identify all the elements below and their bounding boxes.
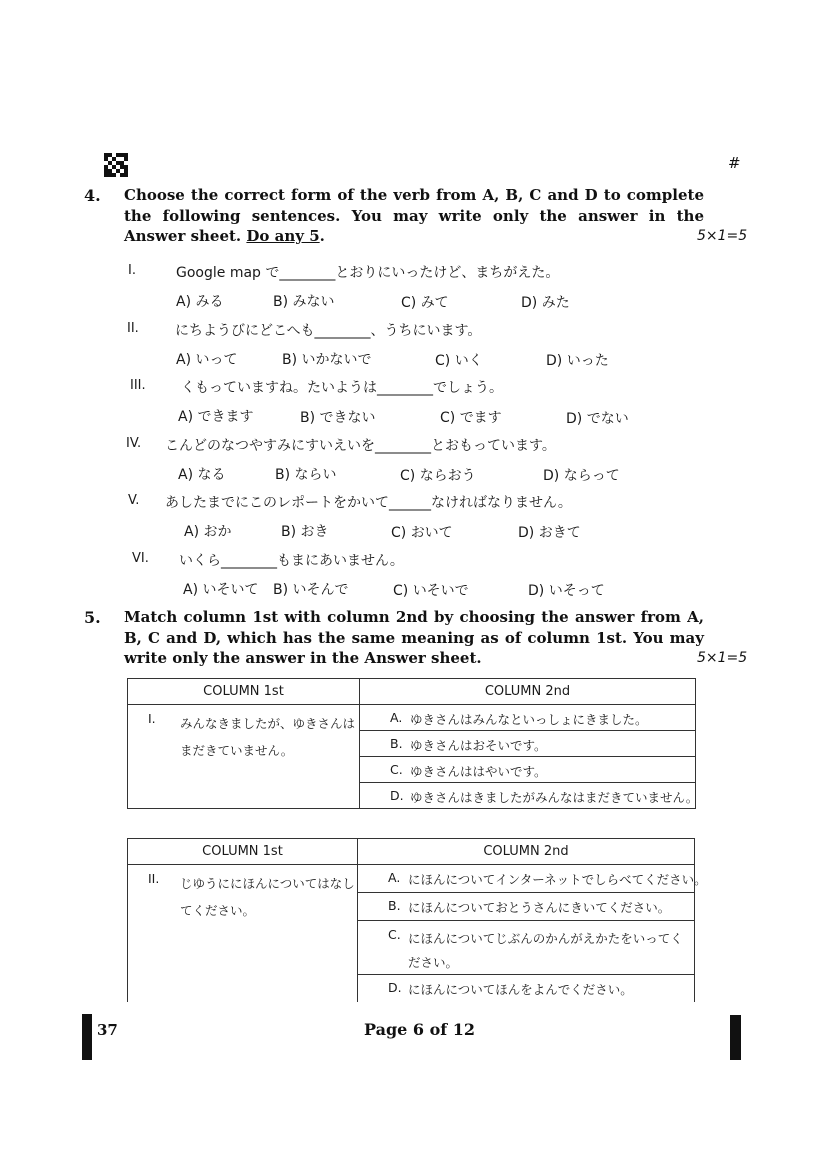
item-1-sentence: Google map で________とおりにいったけど、まちがえた。 bbox=[176, 265, 560, 281]
item-6-option-a: A) いそいて bbox=[183, 582, 259, 598]
item-6-option-c: C) いそいで bbox=[393, 583, 469, 599]
item-6-roman: VI. bbox=[132, 551, 149, 566]
item-2-option-a: A) いって bbox=[176, 352, 238, 368]
item-1-option-a: A) みる bbox=[176, 294, 224, 310]
right-margin-bar bbox=[730, 1015, 741, 1060]
item-4-sentence: こんどのなつやすみにすいえいを________とおもっています。 bbox=[165, 438, 556, 454]
item-3-roman: III. bbox=[130, 378, 146, 393]
item-4-option-a: A) なる bbox=[178, 467, 226, 483]
item-3-option-a: A) できます bbox=[178, 409, 254, 425]
option-text: にほんについてじぶんのかんがえかたをいってください。 bbox=[408, 930, 683, 970]
item-3-option-c: C) でます bbox=[440, 410, 502, 426]
column-1-header: COLUMN 1st bbox=[128, 839, 358, 865]
question-4-text: Choose the correct form of the verb from A, B, C and D to complete the following sentences. You may write only the answer in the Answer sheet. Do any 5. bbox=[124, 186, 704, 245]
option-text: ゆきさんはきましたがみんなはまだきていません。 bbox=[410, 790, 699, 805]
option-d-cell bbox=[358, 975, 695, 1002]
item-3-option-d: D) でない bbox=[566, 411, 629, 427]
item-5-sentence: あしたまでにこのレポートをかいて______なければなりません。 bbox=[165, 495, 572, 511]
item-3-option-b: B) できない bbox=[300, 410, 376, 426]
option-text: ゆきさんはみんなといっしょにきました。 bbox=[410, 712, 648, 727]
question-5-number: 5. bbox=[84, 608, 101, 627]
item-6-sentence: いくら________もまにあいません。 bbox=[179, 553, 404, 569]
item-5-option-b: B) おき bbox=[281, 524, 329, 540]
item-2-option-c: C) いく bbox=[435, 353, 483, 369]
prompt-roman: I. bbox=[148, 711, 156, 726]
item-5-option-d: D) おきて bbox=[518, 525, 581, 541]
match-table-2 bbox=[127, 838, 707, 1002]
column-1-cell bbox=[128, 865, 358, 1003]
option-a-cell bbox=[360, 705, 696, 731]
option-letter: B. bbox=[390, 736, 403, 751]
item-5-roman: V. bbox=[128, 493, 140, 508]
column-2-header: COLUMN 2nd bbox=[360, 679, 696, 705]
option-letter: D. bbox=[390, 788, 404, 803]
prompt-text: じゆうににほんについてはなしてください。 bbox=[180, 876, 355, 918]
option-b-cell bbox=[358, 892, 695, 920]
option-d-cell bbox=[360, 783, 699, 809]
item-2-option-d: D) いった bbox=[546, 353, 609, 369]
option-text: にほんについてほんをよんでください。 bbox=[408, 982, 633, 998]
option-letter: C. bbox=[390, 762, 403, 777]
column-1-header: COLUMN 1st bbox=[128, 679, 360, 705]
item-4-option-c: C) ならおう bbox=[400, 468, 476, 484]
column-2-header: COLUMN 2nd bbox=[358, 839, 695, 865]
item-1-option-b: B) みない bbox=[273, 294, 335, 310]
option-a-cell bbox=[358, 865, 707, 893]
item-6-option-b: B) いそんで bbox=[273, 582, 349, 598]
option-text: にほんについておとうさんにきいてください。 bbox=[408, 899, 671, 915]
match-table-1 bbox=[127, 678, 699, 809]
option-c-cell bbox=[360, 757, 696, 783]
item-6-option-d: D) いそって bbox=[528, 583, 605, 599]
item-2-sentence: にちようびにどこへも________、うちにいます。 bbox=[175, 323, 482, 339]
column-1-cell bbox=[128, 705, 360, 809]
page-number: Page 6 of 12 bbox=[364, 1020, 475, 1039]
question-4-marks: 5×1=5 bbox=[697, 228, 748, 244]
item-2-option-b: B) いかないで bbox=[282, 352, 372, 368]
item-2-roman: II. bbox=[127, 321, 139, 336]
option-letter: A. bbox=[390, 710, 403, 725]
option-c-cell bbox=[358, 920, 695, 975]
option-letter: B. bbox=[388, 897, 401, 913]
footer-code: 37 bbox=[97, 1021, 118, 1039]
header-hash: # bbox=[728, 154, 741, 172]
option-letter: C. bbox=[388, 926, 401, 942]
option-letter: D. bbox=[388, 980, 402, 996]
item-1-roman: I. bbox=[128, 263, 136, 278]
question-5-marks: 5×1=5 bbox=[697, 650, 748, 666]
left-margin-bar bbox=[82, 1014, 92, 1060]
question-4-number: 4. bbox=[84, 186, 101, 205]
qr-code-icon bbox=[104, 153, 128, 177]
option-text: ゆきさんははやいです。 bbox=[410, 764, 547, 779]
prompt-roman: II. bbox=[148, 871, 160, 886]
item-4-roman: IV. bbox=[126, 436, 142, 451]
item-5-option-a: A) おか bbox=[184, 524, 232, 540]
item-3-sentence: くもっていますね。たいようは________でしょう。 bbox=[181, 380, 503, 396]
item-1-option-c: C) みて bbox=[401, 295, 449, 311]
option-letter: A. bbox=[388, 870, 401, 885]
item-5-option-c: C) おいて bbox=[391, 525, 453, 541]
option-b-cell bbox=[360, 731, 696, 757]
item-4-option-d: D) ならって bbox=[543, 468, 620, 484]
question-5-text: Match column 1st with column 2nd by choosing the answer from A, B, C and D, which has the same meaning as of column 1st. You may write only the answer in the Answer sheet. bbox=[124, 608, 704, 667]
prompt-text: みんなきましたが、ゆきさんはまだきていません。 bbox=[180, 716, 356, 758]
option-text: ゆきさんはおそいです。 bbox=[410, 738, 547, 753]
item-4-option-b: B) ならい bbox=[275, 467, 337, 483]
item-1-option-d: D) みた bbox=[521, 295, 570, 311]
option-text: にほんについてインターネットでしらべてください。 bbox=[408, 872, 707, 887]
